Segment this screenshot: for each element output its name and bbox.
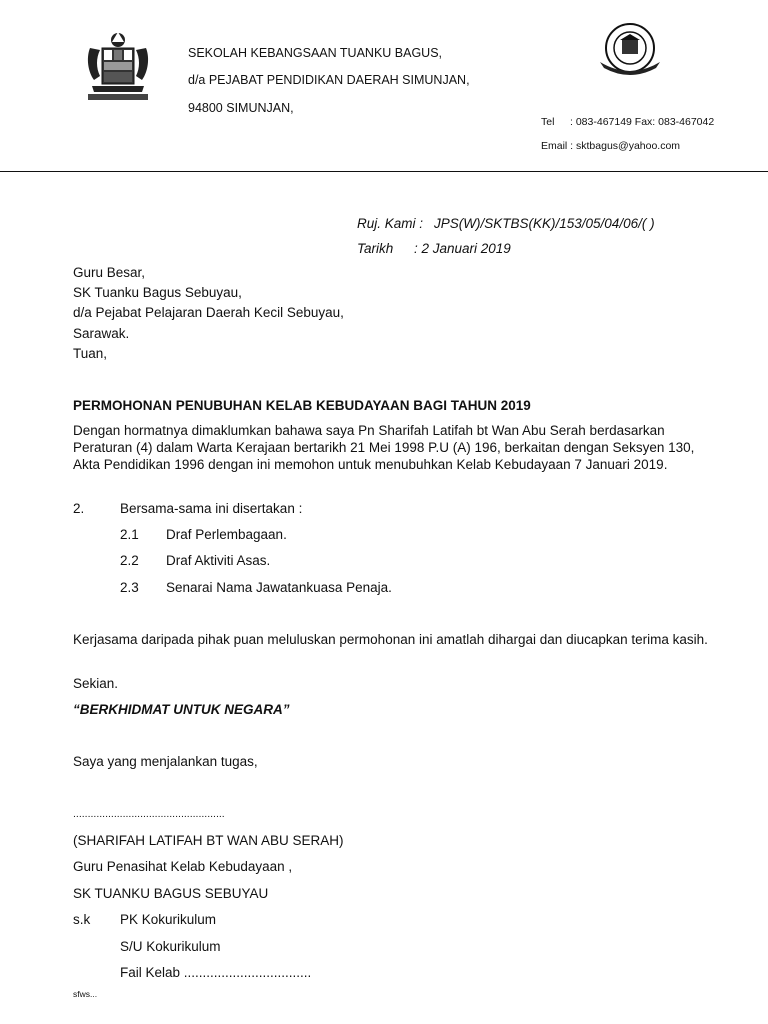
ruj-value: JPS(W)/SKTBS(KK)/153/05/04/06/( ) (434, 216, 655, 231)
signatory-position: Guru Penasihat Kelab Kebudayaan , (73, 859, 293, 874)
header-divider (0, 171, 768, 172)
coat-of-arms-logo (82, 28, 154, 106)
list-item-number: 2.3 (120, 580, 139, 595)
signatory-name: (SHARIFAH LATIFAH BT WAN ABU SERAH) (73, 833, 344, 848)
tel-fax-value: : 083-467149 Fax: 083-467042 (570, 116, 715, 128)
point-number: 2. (73, 501, 85, 516)
school-name: SEKOLAH KEBANGSAAN TUANKU BAGUS, (188, 46, 443, 60)
ruj-label: Ruj. Kami : (357, 216, 424, 231)
point-text: Bersama-sama ini disertakan : (120, 501, 303, 516)
cc-item: Fail Kelab .................................. (120, 965, 312, 980)
school-logo (598, 22, 662, 80)
cc-label: s.k (73, 912, 91, 927)
closing-paragraph: Kerjasama daripada pihak puan meluluskan permohonan ini amatlah dihargai dan diucapkan terima kasih. (73, 632, 708, 647)
list-item-text: Draf Aktiviti Asas. (166, 553, 271, 568)
list-item-text: Senarai Nama Jawatankuasa Penaja. (166, 580, 392, 595)
recipient-line: d/a Pejabat Pelajaran Daerah Kecil Sebuyau, (73, 305, 344, 320)
cc-item: S/U Kokurikulum (120, 939, 221, 954)
letter-subject: PERMOHONAN PENUBUHAN KELAB KEBUDAYAAN BAGI TAHUN 2019 (73, 398, 531, 413)
email: Email : sktbagus@yahoo.com (541, 140, 681, 152)
list-item-number: 2.2 (120, 553, 139, 568)
address-line-2: 94800 SIMUNJAN, (188, 101, 294, 115)
motto: “BERKHIDMAT UNTUK NEGARA” (73, 702, 290, 717)
recipient-line: SK Tuanku Bagus Sebuyau, (73, 285, 242, 300)
signatory-school: SK TUANKU BAGUS SEBUYAU (73, 886, 269, 901)
list-item-text: Draf Perlembagaan. (166, 527, 287, 542)
list-item-number: 2.1 (120, 527, 139, 542)
signoff: Saya yang menjalankan tugas, (73, 754, 258, 769)
salutation: Tuan, (73, 346, 108, 361)
tel-label: Tel (541, 116, 555, 128)
address-line-1: d/a PEJABAT PENDIDIKAN DAERAH SIMUNJAN, (188, 73, 470, 87)
footer-note: sfws... (73, 989, 98, 999)
recipient-line: Guru Besar, (73, 265, 146, 280)
cc-item: PK Kokurikulum (120, 912, 217, 927)
recipient-line: Sarawak. (73, 326, 130, 341)
date-label: Tarikh (357, 241, 394, 256)
signature-line: .................................................... (73, 808, 225, 820)
paragraph-1: Dengan hormatnya dimaklumkan bahawa saya Pn Sharifah Latifah bt Wan Abu Serah berdasarkan Peraturan (4) dalam Warta Kerajaan bertarikh 21 Mei 1998 P.U (A) 196, berkaitan dengan Seksyen 130, Akta Pendidikan 1996 dengan ini memohon untuk menubuhkan Kelab Kebudayaan 7 Januari 2019. (73, 423, 695, 472)
date-value: : 2 Januari 2019 (414, 241, 511, 256)
sekian: Sekian. (73, 676, 119, 691)
